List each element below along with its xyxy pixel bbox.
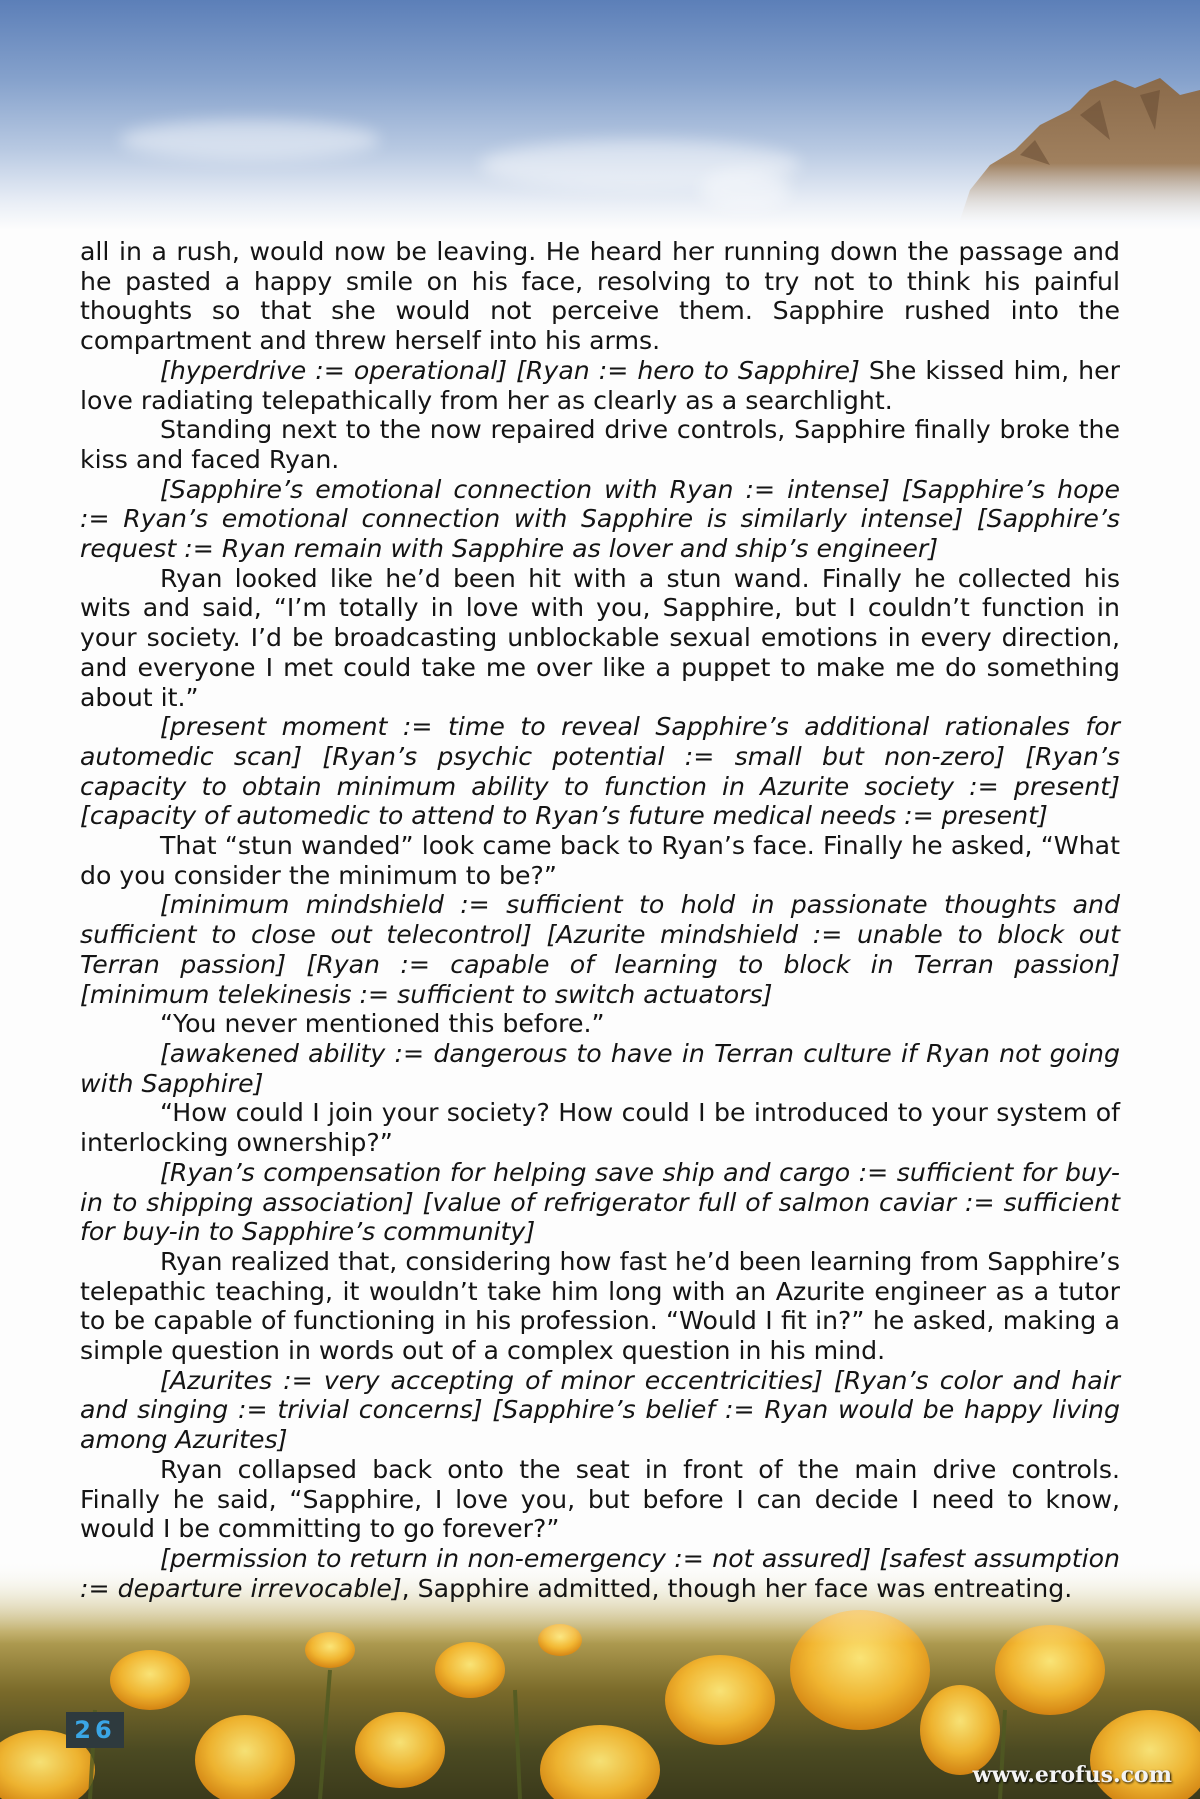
paragraph: [minimum mindshield := sufficient to hold in passionate thoughts and sufficient to close out telecontrol] [Azurite mindshield := unable to block out Terran passion] [Ryan := capable of learning to block in Terran passion] [minimum telekinesis := sufficient to switch actuators] (80, 890, 1120, 1009)
paragraph: “You never mentioned this before.” (160, 1009, 605, 1039)
telepathic-text: [hyperdrive := operational] [Ryan := hero to Sapphire] (160, 355, 860, 385)
paragraph: That “stun wanded” look came back to Ryan’s face. Finally he asked, “What do you consider the minimum to be?” (80, 831, 1120, 890)
narration-text: , Sapphire admitted, though her face was entreating. (401, 1573, 1073, 1603)
paragraph: “How could I join your society? How could I be introduced to your system of interlocking ownership?” (80, 1098, 1120, 1158)
body-text (80, 237, 1120, 1603)
paragraph (80, 1544, 1120, 1603)
paragraph: [Ryan’s compensation for helping save ship and cargo := sufficient for buy-in to shipping association] [value of refrigerator full of salmon caviar := sufficient for buy-in to Sapphire’s community] (80, 1157, 1120, 1247)
paragraph: [present moment := time to reveal Sapphire’s additional rationales for automedic scan] [Ryan’s psychic potential := small but non-zero] [Ryan’s capacity to obtain minimum ability to function in Azurite society := present] [capacity of automedic to attend to Ryan’s future medical needs := present] (80, 712, 1120, 831)
paragraph: [awakened ability := dangerous to have in Terran culture if Ryan not going with Sapphire] (80, 1038, 1120, 1098)
telepathic-text: [permission to return in non-emergency := not assured] [safest assumption := departure irrevocable] (80, 1543, 1120, 1603)
paragraph: Ryan realized that, considering how fast he’d been learning from Sapphire’s telepathic teaching, it wouldn’t take him long with an Azurite engineer as a tutor to be capable of functioning in his profession. “Would I fit in?” he asked, making a simple question in words out of a complex question in his mind. (80, 1246, 1120, 1366)
cloud-shape (700, 170, 790, 210)
paragraph: Ryan collapsed back onto the seat in front of the main drive controls. Finally he said, “Sapphire, I love you, but before I can decide I need to know, would I be committing to go forever?” (80, 1454, 1120, 1544)
paragraph: Standing next to the now repaired drive controls, Sapphire finally broke the kiss and faced Ryan. (80, 415, 1120, 474)
paragraph: [Azurites := very accepting of minor eccentricities] [Ryan’s color and hair and singing := trivial concerns] [Sapphire’s belief := Ryan would be happy living among Azurites] (80, 1365, 1120, 1455)
paragraph: [Sapphire’s emotional connection with Ryan := intense] [Sapphire’s hope := Ryan’s emotional connection with Sapphire is similarly intense] [Sapphire’s request := Ryan remain with Sapphire as lover and ship’s engineer] (80, 474, 1120, 564)
paragraph (80, 356, 1120, 415)
mountain-image (960, 70, 1200, 220)
narration-text: She kissed him, her love radiating telepathically from her as clearly as a searchlight. (80, 355, 1120, 415)
paragraph: Ryan looked like he’d been hit with a stun wand. Finally he collected his wits and said, “I’m totally in love with you, Sapphire, but I couldn’t function in your society. I’d be broadcasting unblockable sexual emotions in every direction, and everyone I met could take me over like a puppet to make me do something about it.” (80, 563, 1120, 712)
watermark: www.erofus.com (972, 1762, 1172, 1788)
paragraph: all in a rush, would now be leaving. He heard her running down the passage and he pasted a happy smile on his face, resolving to try not to think his painful thoughts so that she would not perceive them. Sapphire rushed into the compartment and threw herself into his arms. (80, 237, 1120, 356)
page-number: 26 (66, 1712, 124, 1748)
cloud-shape (120, 120, 380, 160)
sky-banner (0, 0, 1200, 230)
